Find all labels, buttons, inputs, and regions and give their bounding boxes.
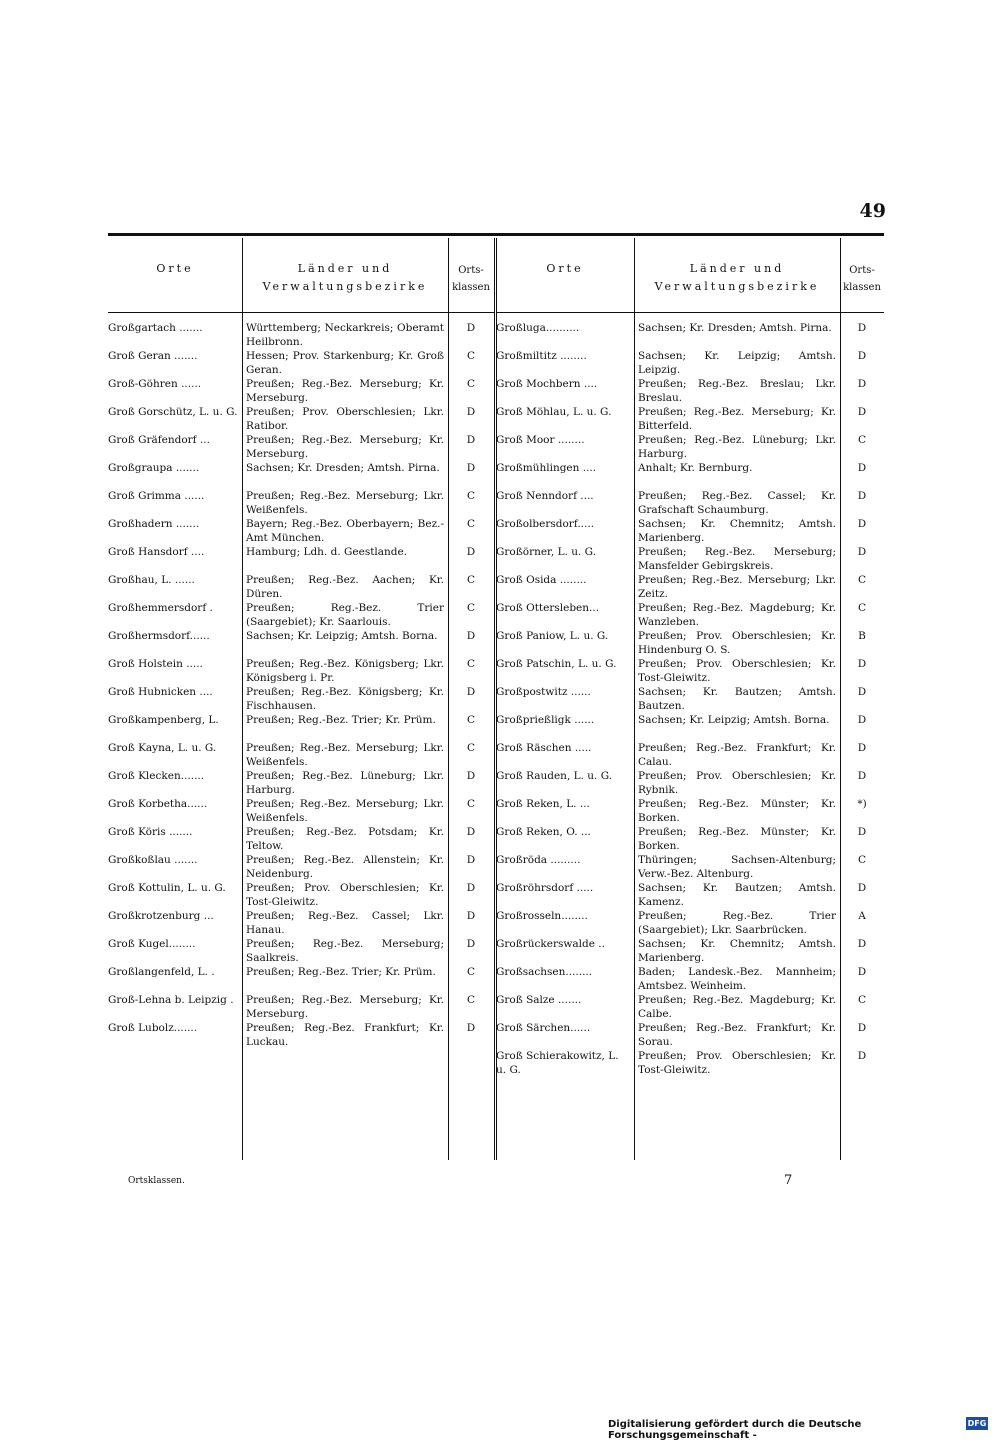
place-name: Großhau, L. ......: [108, 574, 195, 586]
locality-class: D: [857, 406, 867, 418]
locality-class: D: [857, 462, 867, 474]
locality-class: D: [466, 462, 476, 474]
locality-class: D: [857, 938, 867, 950]
place-name: Groß Hansdorf ....: [108, 546, 205, 558]
administrative-district: Preußen; Reg.-Bez. Lüneburg; Lkr. Harburg.: [638, 434, 836, 460]
header-ortsklassen: [448, 262, 494, 296]
locality-class: C: [466, 490, 476, 502]
place-name: Groß Holstein .....: [108, 658, 203, 670]
table-row: [496, 658, 884, 686]
place-name: Groß Grimma ......: [108, 490, 205, 502]
locality-class: D: [857, 686, 867, 698]
locality-class: D: [466, 434, 476, 446]
administrative-district: Württemberg; Neckarkreis; Oberamt Heilbronn.: [246, 322, 444, 348]
administrative-district: Sachsen; Kr. Dresden; Amtsh. Pirna.: [638, 322, 832, 334]
table-row: [108, 406, 494, 434]
locality-class: D: [466, 826, 476, 838]
locality-class: D: [466, 630, 476, 642]
administrative-district: Preußen; Prov. Oberschlesien; Kr. Rybnik.: [638, 770, 836, 796]
administrative-district: Preußen; Reg.-Bez. Merseburg; Lkr. Weißenfels.: [246, 490, 444, 516]
table-left-half: [108, 238, 494, 1160]
table-row: [496, 378, 884, 406]
place-name: Groß Köris .......: [108, 826, 193, 838]
table-row: [496, 994, 884, 1022]
administrative-district: Sachsen; Kr. Chemnitz; Amtsh. Marienberg.: [638, 518, 836, 544]
locality-class: C: [857, 602, 867, 614]
table-row: [108, 742, 494, 770]
table-row: [108, 490, 494, 518]
place-name: Großhadern .......: [108, 518, 200, 530]
table-right-half: [496, 238, 884, 1160]
locality-class: C: [466, 602, 476, 614]
administrative-district: Preußen; Reg.-Bez. Merseburg; Saalkreis.: [246, 938, 444, 964]
locality-class: C: [466, 798, 476, 810]
table-row: [496, 938, 884, 966]
place-name: Groß Reken, O. ...: [496, 826, 591, 838]
right-rows: [496, 322, 884, 1078]
administrative-district: Preußen; Reg.-Bez. Magdeburg; Kr. Calbe.: [638, 994, 836, 1020]
locality-class: D: [857, 882, 867, 894]
locality-class: D: [857, 966, 867, 978]
table-row: [108, 770, 494, 798]
place-name: Groß Paniow, L. u. G.: [496, 630, 609, 642]
table-row: [496, 854, 884, 882]
place-name: Groß Räschen .....: [496, 742, 592, 754]
administrative-district: Hessen; Prov. Starkenburg; Kr. Groß Geran.: [246, 350, 444, 376]
place-name: Groß Reken, L. ...: [496, 798, 590, 810]
place-name: Groß-Lehna b. Leipzig .: [108, 994, 234, 1006]
locality-class: D: [857, 658, 867, 670]
locality-class: C: [466, 994, 476, 1006]
administrative-district: Preußen; Reg.-Bez. Königsberg; Kr. Fischhausen.: [246, 686, 444, 712]
header-ortsklassen-line1: Orts-: [849, 265, 875, 276]
table-row: [108, 686, 494, 714]
locality-class: D: [466, 1022, 476, 1034]
header-laender: [634, 260, 840, 296]
table-row: [496, 490, 884, 518]
place-name: Großröda .........: [496, 854, 581, 866]
administrative-district: Preußen; Prov. Oberschlesien; Kr. Tost-Gleiwitz.: [638, 658, 836, 684]
table-row: [496, 826, 884, 854]
place-name: Groß Möhlau, L. u. G.: [496, 406, 612, 418]
place-name: Groß Korbetha......: [108, 798, 208, 810]
header-ortsklassen-line2: klassen: [843, 282, 881, 293]
header-orte: Orte: [546, 262, 584, 275]
table-row: [496, 462, 884, 490]
administrative-district: Preußen; Reg.-Bez. Frankfurt; Kr. Calau.: [638, 742, 836, 768]
header-laender-line1: Länder und: [689, 262, 785, 275]
administrative-district: Preußen; Reg.-Bez. Merseburg; Mansfelder Gebirgskreis.: [638, 546, 836, 572]
locality-class: D: [466, 770, 476, 782]
place-name: Großkampenberg, L.: [108, 714, 219, 726]
administrative-district: Preußen; Reg.-Bez. Trier; Kr. Prüm.: [246, 966, 436, 978]
locality-class: D: [857, 322, 867, 334]
administrative-district: Preußen; Reg.-Bez. Merseburg; Lkr. Weißenfels.: [246, 798, 444, 824]
place-name: Großprießligk ......: [496, 714, 595, 726]
table-row: [108, 574, 494, 602]
table-row: [108, 826, 494, 854]
locality-class: D: [857, 826, 867, 838]
header-rule: [496, 312, 884, 313]
table-row: [496, 742, 884, 770]
place-name: Groß Patschin, L. u. G.: [496, 658, 617, 670]
administrative-district: Preußen; Reg.-Bez. Trier; Kr. Prüm.: [246, 714, 436, 726]
table-row: [108, 350, 494, 378]
table-row: [496, 910, 884, 938]
administrative-district: Preußen; Reg.-Bez. Allenstein; Kr. Neidenburg.: [246, 854, 444, 880]
place-name: Großlangenfeld, L. .: [108, 966, 215, 978]
locality-class: D: [857, 378, 867, 390]
administrative-district: Preußen; Reg.-Bez. Breslau; Lkr. Breslau.: [638, 378, 836, 404]
locality-class: D: [466, 854, 476, 866]
locality-class: C: [466, 574, 476, 586]
digitization-credit: Digitalisierung gefördert durch die Deutsche Forschungsgemeinschaft -: [608, 1419, 862, 1441]
table-row: [108, 966, 494, 994]
place-name: Groß Nenndorf ....: [496, 490, 594, 502]
locality-class: C: [466, 518, 476, 530]
locality-class: D: [857, 490, 867, 502]
locality-class: B: [858, 630, 866, 642]
locality-class: C: [466, 742, 476, 754]
locality-class: C: [857, 994, 867, 1006]
administrative-district: Preußen; Reg.-Bez. Frankfurt; Kr. Sorau.: [638, 1022, 836, 1048]
administrative-district: Preußen; Prov. Oberschlesien; Kr. Hindenburg O. S.: [638, 630, 836, 656]
place-name: Großpostwitz ......: [496, 686, 591, 698]
locality-class: D: [857, 546, 867, 558]
place-name: Groß Salze .......: [496, 994, 582, 1006]
place-name: Großolbersdorf.....: [496, 518, 595, 530]
administrative-district: Bayern; Reg.-Bez. Oberbayern; Bez.-Amt München.: [246, 518, 444, 544]
administrative-district: Preußen; Prov. Oberschlesien; Lkr. Ratibor.: [246, 406, 444, 432]
place-name: Großmiltitz ........: [496, 350, 587, 362]
place-name: Großluga..........: [496, 322, 580, 334]
administrative-district: Thüringen; Sachsen-Altenburg; Verw.-Bez. Altenburg.: [638, 854, 836, 880]
header-laender-line2: Verwaltungsbezirke: [654, 280, 820, 293]
table-row: [108, 658, 494, 686]
administrative-district: Preußen; Reg.-Bez. Trier (Saargebiet); Lkr. Saarbrücken.: [638, 910, 836, 936]
table-row: [496, 1050, 884, 1078]
locality-class: D: [857, 714, 867, 726]
administrative-district: Sachsen; Kr. Leipzig; Amtsh. Leipzig.: [638, 350, 836, 376]
administrative-district: Baden; Landesk.-Bez. Mannheim; Amtsbez. Weinheim.: [638, 966, 836, 992]
place-name: Groß Gräfendorf ...: [108, 434, 210, 446]
administrative-district: Preußen; Reg.-Bez. Münster; Kr. Borken.: [638, 826, 836, 852]
place-name: Großhemmersdorf .: [108, 602, 213, 614]
place-name: Großgraupa .......: [108, 462, 200, 474]
footer-label: Ortsklassen.: [128, 1176, 185, 1186]
administrative-district: Hamburg; Ldh. d. Geestlande.: [246, 546, 408, 558]
administrative-district: Sachsen; Kr. Leipzig; Amtsh. Borna.: [246, 630, 438, 642]
locality-class: C: [466, 714, 476, 726]
ortsklassen-table: [108, 238, 884, 1160]
header-orte: Orte: [156, 262, 194, 275]
place-name: Großhermsdorf......: [108, 630, 210, 642]
place-name: Groß Hubnicken ....: [108, 686, 213, 698]
locality-class: D: [466, 686, 476, 698]
top-rule: [108, 233, 884, 236]
place-name: Groß Kayna, L. u. G.: [108, 742, 217, 754]
locality-class: C: [466, 966, 476, 978]
administrative-district: Sachsen; Kr. Leipzig; Amtsh. Borna.: [638, 714, 830, 726]
administrative-district: Anhalt; Kr. Bernburg.: [638, 462, 753, 474]
place-name: Groß Ottersleben...: [496, 602, 600, 614]
administrative-district: Preußen; Reg.-Bez. Lüneburg; Lkr. Harburg.: [246, 770, 444, 796]
table-row: [108, 910, 494, 938]
place-name: Groß Lubolz.......: [108, 1022, 198, 1034]
administrative-district: Preußen; Reg.-Bez. Cassel; Kr. Grafschaft Schaumburg.: [638, 490, 836, 516]
table-row: [496, 406, 884, 434]
table-row: [496, 518, 884, 546]
table-row: [108, 518, 494, 546]
place-name: Großmühlingen ....: [496, 462, 597, 474]
locality-class: D: [466, 322, 476, 334]
table-row: [108, 854, 494, 882]
table-row: [108, 938, 494, 966]
header-laender: [242, 260, 448, 296]
locality-class: D: [857, 742, 867, 754]
place-name: Großsachsen........: [496, 966, 593, 978]
place-name: Groß Kottulin, L. u. G.: [108, 882, 226, 894]
header-rule: [108, 312, 494, 313]
table-row: [108, 994, 494, 1022]
table-row: [496, 322, 884, 350]
administrative-district: Preußen; Reg.-Bez. Königsberg; Lkr. Königsberg i. Pr.: [246, 658, 444, 684]
locality-class: C: [857, 434, 867, 446]
dfg-logo: DFG: [967, 1419, 987, 1428]
administrative-district: Preußen; Reg.-Bez. Merseburg; Kr. Merseburg.: [246, 378, 444, 404]
place-name: Groß-Göhren ......: [108, 378, 202, 390]
locality-class: D: [466, 910, 476, 922]
table-row: [108, 714, 494, 742]
header-laender-line2: Verwaltungsbezirke: [262, 280, 428, 293]
table-row: [496, 882, 884, 910]
place-name: Groß Moor ........: [496, 434, 585, 446]
administrative-district: Sachsen; Kr. Bautzen; Amtsh. Kamenz.: [638, 882, 836, 908]
table-row: [496, 434, 884, 462]
table-row: [496, 966, 884, 994]
place-name: Groß Gorschütz, L. u. G.: [108, 406, 238, 418]
locality-class: C: [857, 574, 867, 586]
locality-class: D: [466, 406, 476, 418]
place-name: Groß Rauden, L. u. G.: [496, 770, 613, 782]
place-name: Groß Mochbern ....: [496, 378, 598, 390]
locality-class: D: [466, 938, 476, 950]
administrative-district: Preußen; Prov. Oberschlesien; Kr. Tost-Gleiwitz.: [638, 1050, 836, 1076]
header-ortsklassen: [840, 262, 884, 296]
header-ortsklassen-line2: klassen: [452, 282, 490, 293]
locality-class: D: [857, 350, 867, 362]
locality-class: C: [466, 378, 476, 390]
table-row: [496, 546, 884, 574]
table-row: [496, 630, 884, 658]
administrative-district: Preußen; Reg.-Bez. Magdeburg; Kr. Wanzleben.: [638, 602, 836, 628]
administrative-district: Sachsen; Kr. Bautzen; Amtsh. Bautzen.: [638, 686, 836, 712]
administrative-district: Preußen; Reg.-Bez. Merseburg; Lkr. Weißenfels.: [246, 742, 444, 768]
place-name: Großrückerswalde ..: [496, 938, 605, 950]
table-row: [496, 1022, 884, 1050]
administrative-district: Sachsen; Kr. Dresden; Amtsh. Pirna.: [246, 462, 440, 474]
table-row: [108, 602, 494, 630]
administrative-district: Preußen; Reg.-Bez. Aachen; Kr. Düren.: [246, 574, 444, 600]
table-row: [108, 882, 494, 910]
administrative-district: Preußen; Reg.-Bez. Merseburg; Kr. Bitterfeld.: [638, 406, 836, 432]
page-number: 49: [859, 200, 886, 222]
place-name: Großkrotzenburg ...: [108, 910, 214, 922]
administrative-district: Preußen; Reg.-Bez. Münster; Kr. Borken.: [638, 798, 836, 824]
administrative-district: Preußen; Reg.-Bez. Merseburg; Kr. Merseburg.: [246, 994, 444, 1020]
place-name: Groß Klecken.......: [108, 770, 205, 782]
place-name: Großgartach .......: [108, 322, 203, 334]
place-name: Großörner, L. u. G.: [496, 546, 597, 558]
locality-class: D: [466, 546, 476, 558]
place-name: Groß Schierakowitz, L. u. G.: [496, 1050, 619, 1076]
place-name: Großröhrsdorf .....: [496, 882, 594, 894]
place-name: Groß Särchen......: [496, 1022, 591, 1034]
table-row: [496, 686, 884, 714]
administrative-district: Preußen; Reg.-Bez. Frankfurt; Kr. Luckau.: [246, 1022, 444, 1048]
table-row: [108, 546, 494, 574]
table-row: [108, 378, 494, 406]
place-name: Groß Kugel........: [108, 938, 196, 950]
table-row: [496, 714, 884, 742]
table-row: [496, 798, 884, 826]
place-name: Groß Osida ........: [496, 574, 587, 586]
locality-class: D: [857, 1022, 867, 1034]
table-row: [496, 350, 884, 378]
left-rows: [108, 322, 494, 1050]
table-row: [108, 630, 494, 658]
locality-class: C: [466, 350, 476, 362]
header-ortsklassen-line1: Orts-: [458, 265, 484, 276]
place-name: Großrosseln........: [496, 910, 588, 922]
administrative-district: Preußen; Reg.-Bez. Potsdam; Kr. Teltow.: [246, 826, 444, 852]
sheet-signature: 7: [784, 1173, 793, 1188]
locality-class: D: [857, 518, 867, 530]
administrative-district: Preußen; Reg.-Bez. Cassel; Lkr. Hanau.: [246, 910, 444, 936]
administrative-district: Sachsen; Kr. Chemnitz; Amtsh. Marienberg.: [638, 938, 836, 964]
locality-class: D: [857, 770, 867, 782]
table-row: [496, 770, 884, 798]
locality-class: D: [857, 1050, 867, 1062]
locality-class: C: [466, 658, 476, 670]
place-name: Groß Geran .......: [108, 350, 198, 362]
table-row: [496, 574, 884, 602]
administrative-district: Preußen; Reg.-Bez. Merseburg; Kr. Merseburg.: [246, 434, 444, 460]
locality-class: C: [857, 854, 867, 866]
table-row: [108, 798, 494, 826]
table-row: [108, 434, 494, 462]
locality-class: A: [858, 910, 866, 922]
administrative-district: Preußen; Prov. Oberschlesien; Kr. Tost-Gleiwitz.: [246, 882, 444, 908]
administrative-district: Preußen; Reg.-Bez. Trier (Saargebiet); Kr. Saarlouis.: [246, 602, 444, 628]
place-name: Großkoßlau .......: [108, 854, 198, 866]
locality-class: *): [857, 798, 867, 810]
header-laender-line1: Länder und: [297, 262, 393, 275]
locality-class: D: [466, 882, 476, 894]
table-row: [108, 462, 494, 490]
table-row: [108, 1022, 494, 1050]
table-row: [108, 322, 494, 350]
administrative-district: Preußen; Reg.-Bez. Merseburg; Lkr. Zeitz.: [638, 574, 836, 600]
table-row: [496, 602, 884, 630]
